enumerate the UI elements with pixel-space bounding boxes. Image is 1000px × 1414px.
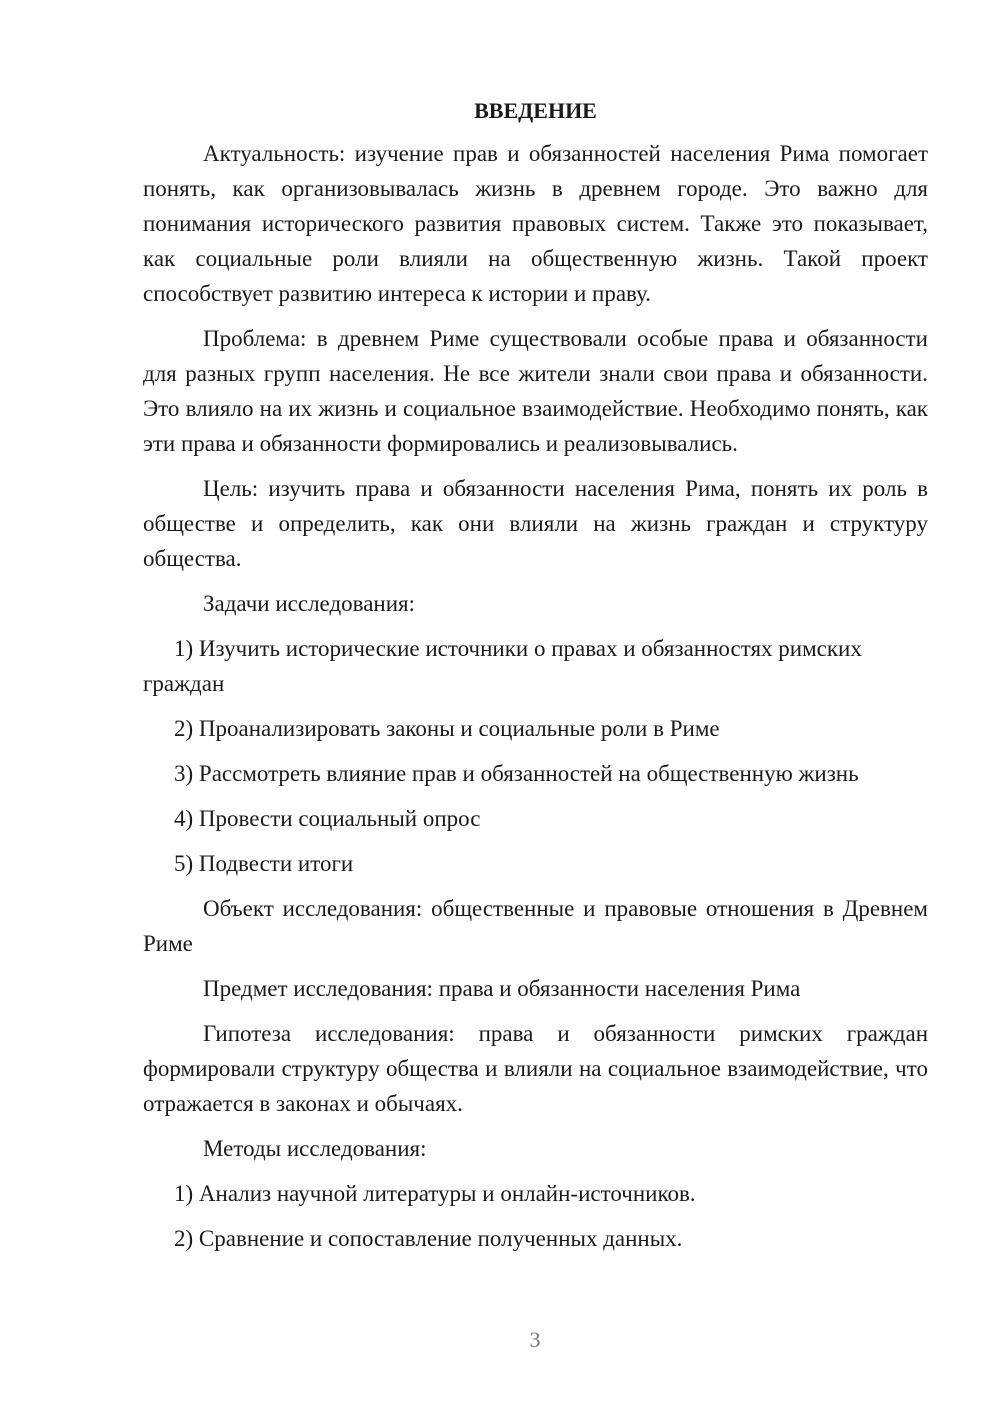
- goal-paragraph: Цель: изучить права и обязанности населения Рима, понять их роль в обществе и определить, как они влияли на жизнь граждан и структуру общества.: [143, 476, 928, 571]
- method-item: 2) Сравнение и сопоставление полученных данных.: [174, 1226, 683, 1251]
- relevance-paragraph: Актуальность: изучение прав и обязанностей населения Рима помогает понять, как организовывалась жизнь в древнем городе. Это важно для понимания исторического развития правовых систем. Также это показывает, как социальные роли влияли на общественную жизнь. Такой проект способствует развитию интереса к истории и праву.: [143, 141, 928, 306]
- methods-title: Методы исследования:: [203, 1136, 427, 1161]
- problem-paragraph: Проблема: в древнем Риме существовали особые права и обязанности для разных групп населения. Не все жители знали свои права и обязанности. Это влияло на их жизнь и социальное взаимодействие. Необходимо понять, как эти права и обязанности формировались и реализовывались.: [143, 326, 928, 456]
- task-item: 2) Проанализировать законы и социальные роли в Риме: [174, 716, 720, 741]
- task-item: 4) Провести социальный опрос: [174, 806, 481, 831]
- method-item: 1) Анализ научной литературы и онлайн-источников.: [174, 1181, 696, 1206]
- task-item: 3) Рассмотреть влияние прав и обязанностей на общественную жизнь: [174, 761, 859, 786]
- task-item: 5) Подвести итоги: [174, 851, 354, 876]
- page-number: 3: [529, 1327, 541, 1352]
- object-paragraph: Объект исследования: общественные и правовые отношения в Древнем Риме: [143, 896, 928, 956]
- task-item: 1) Изучить исторические источники о правах и обязанностях римских граждан: [143, 636, 862, 696]
- page-title: ВВЕДЕНИЕ: [474, 98, 597, 123]
- tasks-title: Задачи исследования:: [203, 591, 416, 616]
- hypothesis-paragraph: Гипотеза исследования: права и обязанности римских граждан формировали структуру общества и влияли на социальное взаимодействие, что отражается в законах и обычаях.: [143, 1021, 928, 1116]
- page-content: [143, 96, 928, 1266]
- subject-paragraph: Предмет исследования: права и обязанности населения Рима: [203, 976, 801, 1001]
